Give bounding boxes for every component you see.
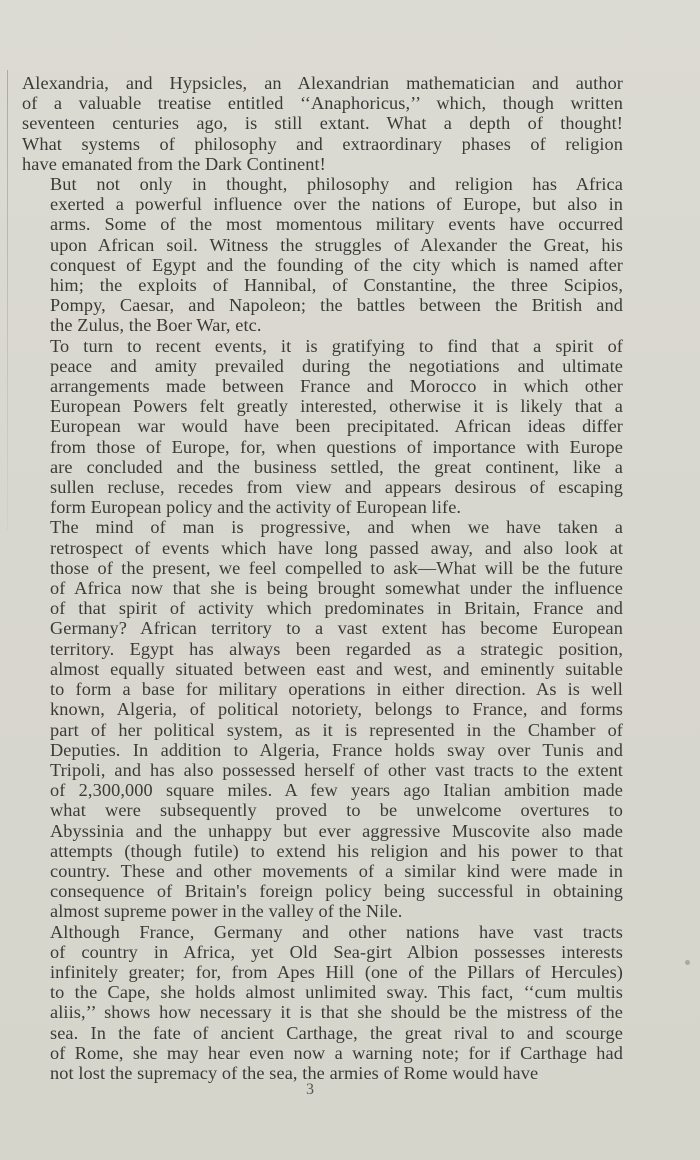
- text-line: Germany? African territory to a vast extent has become European: [50, 618, 623, 639]
- text-line: Alexandria, and Hypsicles, an Alexandrian mathematician and author: [22, 73, 623, 93]
- text-line: exerted a powerful influence over the nations of Europe, but also in: [50, 194, 623, 215]
- text-line: of that spirit of activity which predominates in Britain, France and: [50, 598, 623, 619]
- text-line: sea. In the fate of ancient Carthage, the great rival to and scourge: [50, 1022, 623, 1043]
- paragraph: [22, 73, 623, 174]
- text-line: aliis,’’ shows how necessary it is that she should be the mistress of the: [50, 1002, 623, 1023]
- page-edge-shadow: [7, 70, 8, 530]
- text-line: Tripoli, and has also possessed herself of other vast tracts to the extent: [50, 759, 623, 780]
- text-line: peace and amity prevailed during the negotiations and ultimate: [50, 355, 623, 376]
- text-line: What systems of philosophy and extraordinary phases of religion: [22, 133, 623, 154]
- text-line: territory. Egypt has always been regarded as a strategic position,: [50, 638, 623, 659]
- text-line: of Rome, she may hear even now a warning note; for if Carthage had: [50, 1042, 623, 1063]
- text-line: arrangements made between France and Morocco in which other: [50, 376, 623, 397]
- text-line: of a valuable treatise entitled ‘‘Anaphoricus,’’ which, though written: [22, 93, 623, 114]
- text-line: not lost the supremacy of the sea, the armies of Rome would have: [50, 1062, 539, 1083]
- text-line: European war would have been precipitated. African ideas differ: [50, 416, 623, 437]
- text-line: country. These and other movements of a similar kind were made in: [50, 860, 623, 881]
- text-line: to the Cape, she holds almost unlimited sway. This fact, ‘‘cum multis: [50, 982, 623, 1003]
- text-line: Pompy, Caesar, and Napoleon; the battles between the British and: [50, 295, 623, 316]
- text-line: the Zulus, the Boer War, etc.: [50, 315, 262, 336]
- text-line: Deputies. In addition to Algeria, France holds sway over Tunis and: [50, 739, 623, 760]
- paragraph: [22, 336, 623, 518]
- text-line: attempts (though futile) to extend his religion and his power to that: [50, 840, 623, 861]
- text-line: The mind of man is progressive, and when we have taken a: [50, 517, 623, 538]
- text-line: part of her political system, as it is represented in the Chamber of: [50, 719, 623, 740]
- text-line: almost supreme power in the valley of the Nile.: [50, 901, 403, 922]
- paragraph: [22, 174, 623, 336]
- body-text: [22, 73, 623, 1083]
- text-line: known, Algeria, of political notoriety, belongs to France, and forms: [50, 699, 623, 720]
- text-line: conquest of Egypt and the founding of the city which is named after: [50, 254, 623, 275]
- text-line: To turn to recent events, it is gratifying to find that a spirit of: [50, 335, 623, 356]
- text-line: of Africa now that she is being brought somewhat under the influence: [50, 578, 623, 599]
- paper-spot: [685, 960, 690, 965]
- text-line: what were subsequently proved to be unwelcome overtures to: [50, 800, 623, 821]
- text-line: Although France, Germany and other nations have vast tracts: [50, 921, 623, 942]
- text-line: those of the present, we feel compelled to ask—What will be the future: [50, 557, 623, 578]
- text-line: to form a base for military operations in either direction. As is well: [50, 679, 623, 700]
- text-line: European Powers felt greatly interested, otherwise it is likely that a: [50, 396, 623, 417]
- page-number: 3: [306, 1081, 314, 1098]
- text-line: form European policy and the activity of European life.: [50, 497, 462, 518]
- text-line: have emanated from the Dark Continent!: [22, 153, 326, 174]
- paragraph: [22, 922, 623, 1084]
- text-line: sullen recluse, recedes from view and appears desirous of escaping: [50, 477, 623, 498]
- text-line: consequence of Britain's foreign policy being successful in obtaining: [50, 881, 623, 902]
- text-line: infinitely greater; for, from Apes Hill (one of the Pillars of Hercules): [50, 961, 623, 982]
- text-line: retrospect of events which have long passed away, and also look at: [50, 537, 623, 558]
- text-line: seventeen centuries ago, is still extant. What a depth of thought!: [22, 113, 623, 134]
- text-line: are concluded and the business settled, the great continent, like a: [50, 456, 623, 477]
- text-line: almost equally situated between east and west, and eminently suitable: [50, 658, 623, 679]
- text-line: But not only in thought, philosophy and religion has Africa: [50, 174, 623, 195]
- text-line: arms. Some of the most momentous military events have occurred: [50, 214, 623, 235]
- text-line: upon African soil. Witness the struggles of Alexander the Great, his: [50, 234, 623, 255]
- text-line: of 2,300,000 square miles. A few years ago Italian ambition made: [50, 780, 623, 801]
- text-line: of country in Africa, yet Old Sea-girt Albion possesses interests: [50, 941, 623, 962]
- text-line: him; the exploits of Hannibal, of Constantine, the three Scipios,: [50, 275, 623, 296]
- text-line: Abyssinia and the unhappy but ever aggressive Muscovite also made: [50, 820, 623, 841]
- paragraph: [22, 517, 623, 921]
- text-line: from those of Europe, for, when questions of importance with Europe: [50, 436, 623, 457]
